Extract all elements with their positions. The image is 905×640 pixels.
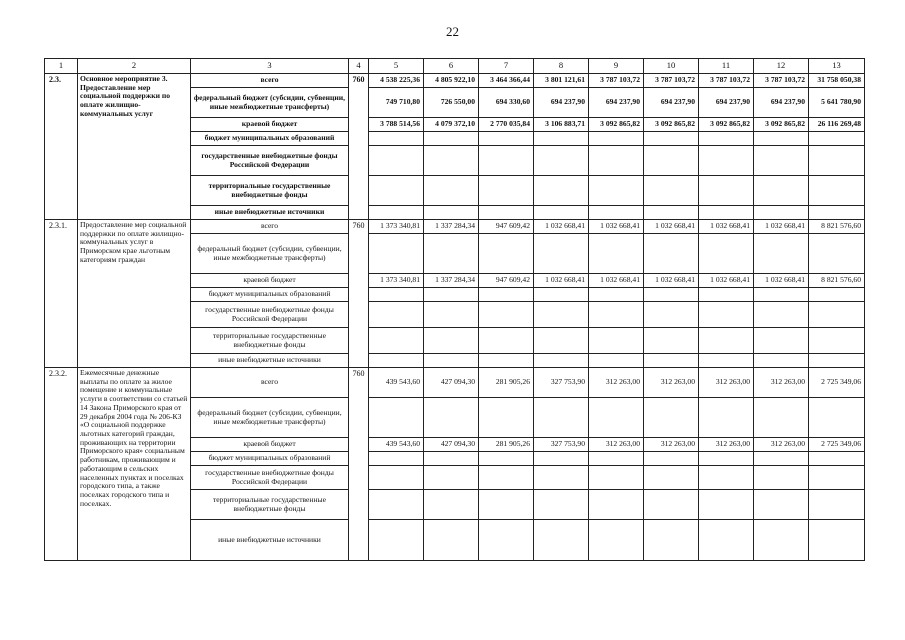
table-row	[45, 368, 865, 398]
amount-cell	[369, 132, 424, 146]
column-header: 3	[191, 59, 349, 74]
budget-table	[44, 58, 865, 561]
amount-cell	[479, 146, 534, 176]
amount-cell	[589, 288, 644, 302]
amount-cell	[424, 452, 479, 466]
amount-cell	[644, 452, 699, 466]
amount-cell: 3 092 865,82	[754, 118, 809, 132]
amount-cell	[589, 234, 644, 274]
amount-cell	[644, 176, 699, 206]
column-header: 7	[479, 59, 534, 74]
amount-cell	[644, 466, 699, 490]
amount-cell: 3 787 103,72	[754, 74, 809, 88]
amount-cell	[424, 288, 479, 302]
amount-cell	[479, 302, 534, 328]
amount-cell	[534, 452, 589, 466]
amount-cell	[699, 234, 754, 274]
amount-cell: 281 905,26	[479, 368, 534, 398]
amount-cell	[754, 520, 809, 561]
amount-cell	[479, 452, 534, 466]
amount-cell	[699, 302, 754, 328]
amount-cell: 2 770 035,84	[479, 118, 534, 132]
amount-cell: 947 609,42	[479, 274, 534, 288]
amount-cell	[699, 398, 754, 438]
amount-cell: 3 787 103,72	[699, 74, 754, 88]
amount-cell	[534, 398, 589, 438]
amount-cell: 439 543,60	[369, 438, 424, 452]
amount-cell	[369, 176, 424, 206]
amount-cell	[479, 466, 534, 490]
funding-source: краевой бюджет	[191, 118, 349, 132]
amount-cell: 312 263,00	[699, 438, 754, 452]
amount-cell	[424, 328, 479, 354]
amount-cell: 312 263,00	[699, 368, 754, 398]
funding-source: государственные внебюджетные фонды Российской Федерации	[191, 146, 349, 176]
column-header: 9	[589, 59, 644, 74]
amount-cell: 312 263,00	[754, 438, 809, 452]
amount-cell	[479, 328, 534, 354]
amount-cell	[754, 146, 809, 176]
funding-source: федеральный бюджет (субсидии, субвенции, иные межбюджетные трансферты)	[191, 234, 349, 274]
amount-cell	[369, 288, 424, 302]
funding-source: бюджет муниципальных образований	[191, 132, 349, 146]
amount-cell: 1 373 340,81	[369, 220, 424, 234]
amount-cell	[754, 206, 809, 220]
amount-cell	[424, 132, 479, 146]
item-code: 2.3.	[45, 74, 78, 220]
amount-cell	[479, 132, 534, 146]
amount-cell: 749 710,80	[369, 88, 424, 118]
column-header: 12	[754, 59, 809, 74]
amount-cell	[589, 520, 644, 561]
amount-cell	[424, 466, 479, 490]
table-row	[45, 220, 865, 234]
amount-cell: 327 753,90	[534, 438, 589, 452]
amount-cell	[644, 234, 699, 274]
funding-source: территориальные государственные внебюджетные фонды	[191, 328, 349, 354]
amount-cell: 694 237,90	[589, 88, 644, 118]
amount-cell	[754, 452, 809, 466]
amount-cell: 281 905,26	[479, 438, 534, 452]
amount-cell: 327 753,90	[534, 368, 589, 398]
amount-cell	[809, 328, 865, 354]
amount-cell: 3 092 865,82	[644, 118, 699, 132]
amount-cell: 694 237,90	[754, 88, 809, 118]
amount-cell: 694 330,60	[479, 88, 534, 118]
amount-cell	[754, 328, 809, 354]
amount-cell: 947 609,42	[479, 220, 534, 234]
amount-cell	[644, 132, 699, 146]
item-name: Основное мероприятие 3. Предоставление мер социальной поддержки по оплате жилищно-коммунальных услуг	[78, 74, 191, 220]
amount-cell: 694 237,90	[644, 88, 699, 118]
column-header: 4	[349, 59, 369, 74]
amount-cell	[809, 206, 865, 220]
amount-cell	[809, 520, 865, 561]
amount-cell	[644, 206, 699, 220]
amount-cell	[644, 520, 699, 561]
funding-source: иные внебюджетные источники	[191, 520, 349, 561]
amount-cell	[534, 288, 589, 302]
amount-cell: 3 787 103,72	[644, 74, 699, 88]
amount-cell	[754, 398, 809, 438]
amount-cell: 5 641 780,90	[809, 88, 865, 118]
amount-cell	[589, 354, 644, 368]
column-header: 6	[424, 59, 479, 74]
amount-cell	[424, 354, 479, 368]
amount-cell: 8 821 576,60	[809, 274, 865, 288]
amount-cell	[754, 490, 809, 520]
amount-cell	[589, 206, 644, 220]
amount-cell: 312 263,00	[644, 438, 699, 452]
amount-cell	[754, 466, 809, 490]
amount-cell	[534, 490, 589, 520]
amount-cell	[589, 328, 644, 354]
amount-cell	[809, 234, 865, 274]
column-number-row	[45, 59, 865, 74]
amount-cell: 1 032 668,41	[699, 274, 754, 288]
amount-cell	[424, 302, 479, 328]
amount-cell: 3 106 883,71	[534, 118, 589, 132]
amount-cell	[424, 146, 479, 176]
amount-cell	[754, 132, 809, 146]
amount-cell: 3 092 865,82	[589, 118, 644, 132]
amount-cell	[369, 328, 424, 354]
table-body	[45, 59, 865, 561]
amount-cell: 3 787 103,72	[589, 74, 644, 88]
amount-cell: 1 032 668,41	[644, 220, 699, 234]
amount-cell: 1 032 668,41	[589, 220, 644, 234]
amount-cell: 1 032 668,41	[754, 220, 809, 234]
amount-cell	[809, 490, 865, 520]
amount-cell: 1 373 340,81	[369, 274, 424, 288]
funding-source: всего	[191, 368, 349, 398]
amount-cell	[424, 176, 479, 206]
table-row	[45, 74, 865, 88]
amount-cell: 312 263,00	[589, 368, 644, 398]
amount-cell	[534, 354, 589, 368]
amount-cell	[809, 452, 865, 466]
amount-cell: 312 263,00	[754, 368, 809, 398]
amount-cell: 31 758 050,38	[809, 74, 865, 88]
amount-cell: 3 092 865,82	[699, 118, 754, 132]
amount-cell	[699, 206, 754, 220]
amount-cell	[809, 354, 865, 368]
amount-cell	[699, 520, 754, 561]
amount-cell: 2 725 349,06	[809, 368, 865, 398]
column-4-code: 760	[349, 74, 369, 220]
amount-cell: 694 237,90	[534, 88, 589, 118]
amount-cell	[699, 354, 754, 368]
amount-cell	[534, 302, 589, 328]
amount-cell	[809, 288, 865, 302]
amount-cell	[699, 466, 754, 490]
item-name: Ежемесячные денежные выплаты по оплате за жилое помещение и коммунальные услуги в соответствии со статьей 14 Закона Приморского края от 29 декабря 2004 года № 206-КЗ «О социальной поддержке льготных категорий граждан, проживающих на территории Приморского края» социальным работникам, проживающим и работающим в сельских населенных пунктах и поселках городского типа, а также поселках городского типа и поселках.	[78, 368, 191, 561]
column-header: 8	[534, 59, 589, 74]
amount-cell: 312 263,00	[589, 438, 644, 452]
funding-source: государственные внебюджетные фонды Российской Федерации	[191, 466, 349, 490]
amount-cell: 4 079 372,10	[424, 118, 479, 132]
amount-cell: 3 801 121,61	[534, 74, 589, 88]
amount-cell	[644, 490, 699, 520]
amount-cell	[809, 146, 865, 176]
column-header: 13	[809, 59, 865, 74]
amount-cell: 427 094,30	[424, 438, 479, 452]
amount-cell	[424, 490, 479, 520]
funding-source: территориальные государственные внебюджетные фонды	[191, 176, 349, 206]
amount-cell	[699, 132, 754, 146]
column-header: 1	[45, 59, 78, 74]
amount-cell: 8 821 576,60	[809, 220, 865, 234]
amount-cell: 1 337 284,34	[424, 274, 479, 288]
amount-cell: 26 116 269,48	[809, 118, 865, 132]
funding-source: федеральный бюджет (субсидии, субвенции, иные межбюджетные трансферты)	[191, 88, 349, 118]
amount-cell	[699, 146, 754, 176]
funding-source: бюджет муниципальных образований	[191, 452, 349, 466]
funding-source: краевой бюджет	[191, 438, 349, 452]
amount-cell	[369, 234, 424, 274]
amount-cell	[809, 132, 865, 146]
amount-cell	[754, 176, 809, 206]
amount-cell	[589, 146, 644, 176]
amount-cell: 427 094,30	[424, 368, 479, 398]
amount-cell	[369, 398, 424, 438]
amount-cell	[699, 328, 754, 354]
amount-cell	[534, 234, 589, 274]
amount-cell: 694 237,90	[699, 88, 754, 118]
amount-cell	[699, 452, 754, 466]
amount-cell: 1 032 668,41	[534, 220, 589, 234]
amount-cell	[479, 234, 534, 274]
item-code: 2.3.1.	[45, 220, 78, 368]
amount-cell	[589, 398, 644, 438]
amount-cell	[369, 146, 424, 176]
amount-cell	[754, 288, 809, 302]
funding-source: иные внебюджетные источники	[191, 206, 349, 220]
item-name: Предоставление мер социальной поддержки по оплате жилищно-коммунальных услуг в Приморском крае льготным категориям граждан	[78, 220, 191, 368]
amount-cell	[699, 288, 754, 302]
amount-cell	[534, 520, 589, 561]
amount-cell	[589, 490, 644, 520]
column-header: 5	[369, 59, 424, 74]
amount-cell	[369, 490, 424, 520]
funding-source: государственные внебюджетные фонды Российской Федерации	[191, 302, 349, 328]
amount-cell: 3 464 366,44	[479, 74, 534, 88]
amount-cell	[369, 520, 424, 561]
amount-cell	[479, 520, 534, 561]
amount-cell	[424, 206, 479, 220]
funding-source: всего	[191, 220, 349, 234]
funding-source: иные внебюджетные источники	[191, 354, 349, 368]
amount-cell: 1 032 668,41	[754, 274, 809, 288]
amount-cell	[754, 354, 809, 368]
page-number: 22	[446, 24, 459, 39]
amount-cell	[589, 302, 644, 328]
amount-cell	[534, 206, 589, 220]
amount-cell: 4 805 922,10	[424, 74, 479, 88]
amount-cell: 1 032 668,41	[644, 274, 699, 288]
funding-source: всего	[191, 74, 349, 88]
amount-cell	[479, 176, 534, 206]
column-header: 10	[644, 59, 699, 74]
amount-cell	[644, 302, 699, 328]
amount-cell	[809, 398, 865, 438]
amount-cell	[534, 146, 589, 176]
amount-cell	[754, 234, 809, 274]
funding-source: территориальные государственные внебюджетные фонды	[191, 490, 349, 520]
item-code: 2.3.2.	[45, 368, 78, 561]
funding-source: бюджет муниципальных образований	[191, 288, 349, 302]
amount-cell	[644, 328, 699, 354]
amount-cell	[534, 132, 589, 146]
amount-cell: 4 538 225,36	[369, 74, 424, 88]
amount-cell	[754, 302, 809, 328]
amount-cell	[809, 302, 865, 328]
amount-cell: 1 032 668,41	[699, 220, 754, 234]
amount-cell	[479, 206, 534, 220]
amount-cell: 439 543,60	[369, 368, 424, 398]
amount-cell	[534, 176, 589, 206]
amount-cell	[644, 288, 699, 302]
amount-cell	[424, 398, 479, 438]
amount-cell	[479, 288, 534, 302]
amount-cell	[369, 302, 424, 328]
amount-cell	[809, 466, 865, 490]
amount-cell: 2 725 349,06	[809, 438, 865, 452]
amount-cell	[589, 452, 644, 466]
amount-cell: 726 550,00	[424, 88, 479, 118]
amount-cell	[534, 328, 589, 354]
amount-cell: 312 263,00	[644, 368, 699, 398]
amount-cell	[699, 176, 754, 206]
amount-cell	[644, 398, 699, 438]
amount-cell: 1 337 284,34	[424, 220, 479, 234]
funding-source: федеральный бюджет (субсидии, субвенции, иные межбюджетные трансферты)	[191, 398, 349, 438]
column-header: 11	[699, 59, 754, 74]
amount-cell	[479, 398, 534, 438]
amount-cell	[589, 466, 644, 490]
amount-cell	[534, 466, 589, 490]
funding-source: краевой бюджет	[191, 274, 349, 288]
amount-cell	[809, 176, 865, 206]
amount-cell: 1 032 668,41	[589, 274, 644, 288]
amount-cell	[479, 490, 534, 520]
amount-cell	[479, 354, 534, 368]
amount-cell	[589, 176, 644, 206]
amount-cell: 3 788 514,56	[369, 118, 424, 132]
column-4-code: 760	[349, 368, 369, 561]
amount-cell	[424, 234, 479, 274]
amount-cell	[644, 354, 699, 368]
amount-cell	[424, 520, 479, 561]
amount-cell	[699, 490, 754, 520]
amount-cell	[369, 206, 424, 220]
amount-cell	[644, 146, 699, 176]
amount-cell	[589, 132, 644, 146]
column-4-code: 760	[349, 220, 369, 368]
column-header: 2	[78, 59, 191, 74]
amount-cell	[369, 466, 424, 490]
amount-cell	[369, 354, 424, 368]
amount-cell: 1 032 668,41	[534, 274, 589, 288]
amount-cell	[369, 452, 424, 466]
